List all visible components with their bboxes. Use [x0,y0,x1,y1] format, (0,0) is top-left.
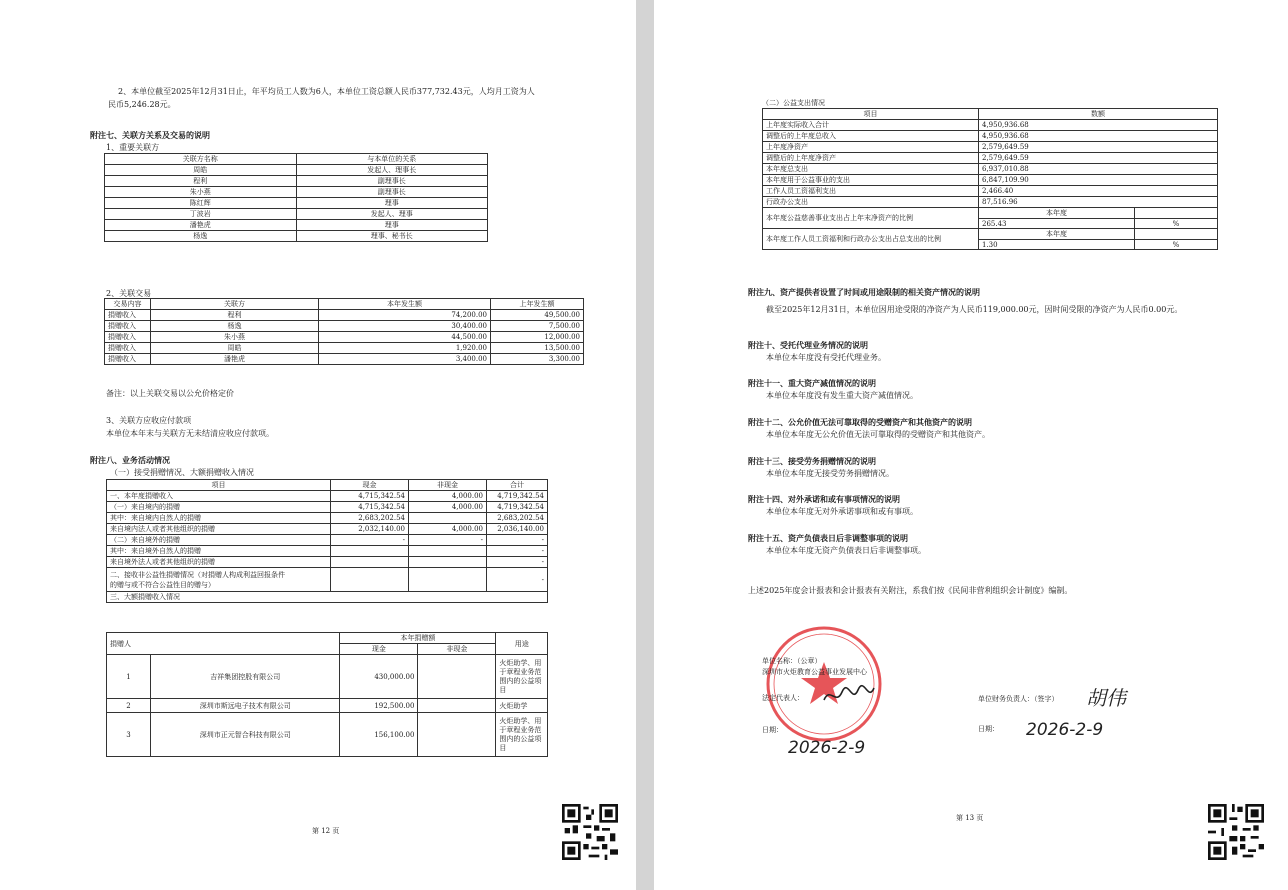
party-relation: 理事、秘书长 [296,231,488,242]
don-noncash: 4,000.00 [409,491,487,502]
table-row [107,557,548,568]
ratio-unit: % [1135,240,1218,250]
donor-use-line: 目 [499,685,507,694]
note7-title: 附注七、关联方关系及交易的说明 [90,130,210,140]
table-header-use: 用途 [496,633,548,655]
table-header: 合计 [487,480,548,491]
table-row [763,197,1218,208]
table-header: 关联方 [151,299,319,310]
don-total: 2,036,140.00 [487,524,548,535]
staff-paragraph: 2、本单位截至2025年12月31日止，年平均员工人数为6人，本单位工资总额人民币377,732.43元，人均月工资为人 [118,87,535,96]
donor-cash: 156,100.00 [340,713,418,757]
tx-party: 朱小燕 [151,332,319,343]
donor-use [496,713,548,757]
expense-value: 2,466.40 [979,186,1218,197]
tx-party: 潘艳虎 [151,354,319,365]
don-item: （一）来自境内的捐赠 [107,502,331,513]
donor-use-line: 目 [499,743,507,752]
donor-name: 吉祥集团控股有限公司 [151,655,340,699]
note7-3-text: 本单位本年末与关联方无未结清应收应付款项。 [106,429,274,438]
related-parties-table [104,153,488,242]
don-cash: 4,715,342.54 [331,502,409,513]
table-row [107,524,548,535]
qr-code-icon [1208,804,1264,860]
tx-type: 捐赠收入 [105,332,151,343]
expense-value: 4,950,936.68 [979,131,1218,142]
table-row [105,198,488,209]
expense-item: 本年度总支出 [763,164,979,175]
note11-title: 附注十一、重大资产减值情况的说明 [748,378,876,388]
party-relation: 发起人、理事长 [296,165,488,176]
note11-text: 本单位本年度没有发生重大资产减值情况。 [766,391,918,400]
donor-use-line: 于章程业务范 [499,667,542,676]
donor-use: 火炬助学 [496,699,548,713]
sign-date-left: 2026-2-9 [788,738,866,758]
party-name: 陈红辉 [105,198,297,209]
table-header-noncash: 非现金 [418,644,496,655]
donor-use-line: 火炬助学、用 [499,716,542,725]
table-header: 关联方名称 [105,154,297,165]
table-header: 本年发生额 [319,299,491,310]
table-row [105,321,584,332]
table-row [763,229,1218,240]
tx-party: 程利 [151,310,319,321]
donor-use-line: 火炬助学、用 [499,658,542,667]
party-name: 周皓 [105,165,297,176]
table-header-donor: 捐赠人 [107,633,340,655]
sign-date-label-left: 日期： [762,726,783,734]
table-row [107,592,548,603]
page-number: 第 12 页 [312,827,340,835]
table-row [105,231,488,242]
document-page-13 [654,0,1288,890]
ratio-label: 本年度 [979,229,1135,240]
sign-date-right: 2026-2-9 [1026,720,1104,740]
table-header-cash: 现金 [340,644,418,655]
party-relation: 理事 [296,198,488,209]
page-number: 第 13 页 [956,814,984,822]
don-item-nonpublic [107,568,331,592]
tx-type: 捐赠收入 [105,310,151,321]
donor-use-line: 围内的公益项 [499,734,542,743]
don-item: 来自境内法人或者其他组织的捐赠 [107,524,331,535]
table-row [107,546,548,557]
table-row [763,120,1218,131]
don-cash: - [331,535,409,546]
staff-paragraph-continued: 民币5,246.28元。 [108,100,176,109]
don-noncash [409,568,487,592]
table-row [107,568,548,592]
table-header: 项目 [107,480,331,491]
note7-subtitle-1: 1、重要关联方 [106,143,160,152]
party-relation: 理事 [296,220,488,231]
document-page-12 [0,0,636,890]
table-header: 上年发生额 [491,299,584,310]
ratio-blank [1135,229,1218,240]
ratio-value: 265.43 [979,219,1135,229]
don-noncash [409,557,487,568]
table-row [107,513,548,524]
tx-type: 捐赠收入 [105,321,151,332]
table-header: 项目 [763,109,979,120]
table-header-row [763,109,1218,120]
table-row [107,655,548,699]
tx-current: 30,400.00 [319,321,491,332]
table-row [105,354,584,365]
ratio-item: 本年度公益慈善事业支出占上年末净资产的比例 [763,208,979,229]
transactions-table [104,298,584,365]
tx-previous: 13,500.00 [491,343,584,354]
donor-name: 深圳市斯远电子技术有限公司 [151,699,340,713]
don-item: 一、本年度捐赠收入 [107,491,331,502]
tx-current: 3,400.00 [319,354,491,365]
ratio-unit: % [1135,219,1218,229]
expense-item: 工作人员工资福利支出 [763,186,979,197]
tx-current: 74,200.00 [319,310,491,321]
expense-item: 行政办公支出 [763,197,979,208]
table-header: 数额 [979,109,1218,120]
donor-noncash [418,713,496,757]
note8-title: 附注八、业务活动情况 [90,455,170,465]
don-item-nonpublic-line1: 二、接收非公益性捐赠情况（对捐赠人构成利益回报条件 [110,570,285,579]
note13-text: 本单位本年度无接受劳务捐赠情况。 [766,469,894,478]
tx-previous: 12,000.00 [491,332,584,343]
ratio-blank [1135,208,1218,219]
qr-code-icon [562,804,618,860]
party-relation: 发起人、理事 [296,209,488,220]
ratio-value: 1.30 [979,240,1135,250]
public-expense-table [762,108,1218,250]
note12-title: 附注十二、公允价值无法可靠取得的受赠资产和其他资产的说明 [748,417,972,427]
table-row [107,502,548,513]
note14-text: 本单位本年度无对外承诺事项和或有事项。 [766,507,918,516]
don-cash [331,568,409,592]
table-row [105,176,488,187]
table-header: 与本单位的关系 [296,154,488,165]
legal-rep-signature-icon [820,680,876,710]
note14-title: 附注十四、对外承诺和或有事项情况的说明 [748,494,900,504]
don-cash: 2,683,202.54 [331,513,409,524]
table-row [763,208,1218,219]
tx-type: 捐赠收入 [105,343,151,354]
table-header-row [105,299,584,310]
ratio-label: 本年度 [979,208,1135,219]
table-header: 非现金 [409,480,487,491]
table-row [105,209,488,220]
party-name: 程利 [105,176,297,187]
tx-current: 1,920.00 [319,343,491,354]
table-row [105,310,584,321]
donor-no: 1 [107,655,151,699]
don-total: 2,683,202.54 [487,513,548,524]
don-total: 4,719,342.54 [487,502,548,513]
table-row [107,699,548,713]
sign-date-label-right: 日期： [978,725,999,733]
don-noncash: 4,000.00 [409,524,487,535]
sign-unit-label: 单位名称：（公章） [762,657,822,665]
party-name: 朱小燕 [105,187,297,198]
finance-signature: 胡伟 [1086,686,1126,710]
expense-value: 2,579,649.59 [979,153,1218,164]
table-row [763,131,1218,142]
don-cash: 2,032,140.00 [331,524,409,535]
don-total: 4,719,342.54 [487,491,548,502]
expense-item: 调整后的上年度总收入 [763,131,979,142]
note10-title: 附注十、受托代理业务情况的说明 [748,340,868,350]
tx-party: 周皓 [151,343,319,354]
don-cash [331,557,409,568]
expense-value: 6,847,109.90 [979,175,1218,186]
party-relation: 副理事长 [296,176,488,187]
table-header: 交易内容 [105,299,151,310]
table-header: 现金 [331,480,409,491]
table-row [105,332,584,343]
party-name: 丁波岩 [105,209,297,220]
donor-use-line: 于章程业务范 [499,725,542,734]
table-header-row [105,154,488,165]
tx-previous: 7,500.00 [491,321,584,332]
donor-no: 3 [107,713,151,757]
table-row [763,142,1218,153]
expense-value: 4,950,936.68 [979,120,1218,131]
closing-statement: 上述2025年度会计报表和会计报表有关附注，系我们按《民间非营利组织会计制度》编制。 [748,586,1073,595]
tx-party: 杨逸 [151,321,319,332]
note7-subtitle-3: 3、关联方应收应付款项 [106,416,192,425]
table-row [105,220,488,231]
party-relation: 副理事长 [296,187,488,198]
note10-text: 本单位本年度没有受托代理业务。 [766,353,886,362]
note15-title: 附注十五、资产负债表日后非调整事项的说明 [748,533,908,543]
tx-previous: 3,300.00 [491,354,584,365]
expense-value: 87,516.96 [979,197,1218,208]
expense-item: 上年度净资产 [763,142,979,153]
expense-value: 2,579,649.59 [979,142,1218,153]
table-row [107,491,548,502]
note15-text: 本单位本年度无资产负债表日后非调整事项。 [766,546,926,555]
table-row [105,165,488,176]
don-item-nonpublic-line2: 的赠与或不符合公益性目的赠与） [110,580,215,589]
party-name: 潘艳虎 [105,220,297,231]
donor-use [496,655,548,699]
note13-title: 附注十三、接受劳务捐赠情况的说明 [748,456,876,466]
tx-current: 44,500.00 [319,332,491,343]
table-header-row [107,633,548,644]
ratio-item: 本年度工作人员工资福利和行政办公支出占总支出的比例 [763,229,979,250]
note8-subtitle-1: （一）接受捐赠情况、大额捐赠收入情况 [110,468,254,477]
donations-table [106,479,548,603]
tx-type: 捐赠收入 [105,354,151,365]
table-row [763,186,1218,197]
donor-use-line: 围内的公益项 [499,676,542,685]
don-item: 其中：来自境内自然人的捐赠 [107,513,331,524]
sign-legal-label: 法定代表人： [762,694,804,702]
table-row [763,175,1218,186]
table-row [105,187,488,198]
donor-noncash [418,699,496,713]
table-row [763,153,1218,164]
don-total: - [487,557,548,568]
note7-subtitle-2: 2、关联交易 [106,289,152,298]
expense-value: 6,937,010.88 [979,164,1218,175]
don-noncash [409,513,487,524]
note9-text: 截至2025年12月31日，本单位因用途受限的净资产为人民币119,000.00元，因时间受限的净资产为人民币0.00元。 [766,305,1183,314]
don-cash: 4,715,342.54 [331,491,409,502]
don-total: - [487,535,548,546]
note9-title: 附注九、资产提供者设置了时间或用途限制的相关资产情况的说明 [748,287,980,297]
don-noncash: - [409,535,487,546]
party-name: 杨逸 [105,231,297,242]
don-total: - [487,546,548,557]
table-row [105,343,584,354]
don-noncash: 4,000.00 [409,502,487,513]
sign-finance-label: 单位财务负责人：（签字） [978,695,1059,703]
don-total: - [487,568,548,592]
don-item: 来自境外法人或者其他组织的捐赠 [107,557,331,568]
don-noncash [409,546,487,557]
expense-item: 本年度用于公益事业的支出 [763,175,979,186]
don-item: （二）来自境外的捐赠 [107,535,331,546]
don-item: 其中：来自境外自然人的捐赠 [107,546,331,557]
expense-item: 调整后的上年度净资产 [763,153,979,164]
don-item-large: 三、大额捐赠收入情况 [107,592,548,603]
donor-noncash [418,655,496,699]
section2-title: （二）公益支出情况 [762,99,825,107]
donor-no: 2 [107,699,151,713]
table-row [107,713,548,757]
transactions-note: 备注：以上关联交易以公允价格定价 [106,389,234,398]
table-header-amount: 本年捐赠额 [340,633,496,644]
donor-cash: 430,000.00 [340,655,418,699]
donor-cash: 192,500.00 [340,699,418,713]
tx-previous: 49,500.00 [491,310,584,321]
sign-unit-name: 深圳市火炬教育公益事业发展中心 [762,668,867,676]
large-donations-table [106,632,548,757]
table-row [107,535,548,546]
don-cash [331,546,409,557]
expense-item: 上年度实际收入合计 [763,120,979,131]
donor-name: 深圳市正元智合科技有限公司 [151,713,340,757]
table-header-row [107,480,548,491]
note12-text: 本单位本年度无公允价值无法可靠取得的受赠资产和其他资产。 [766,430,990,439]
table-row [763,164,1218,175]
